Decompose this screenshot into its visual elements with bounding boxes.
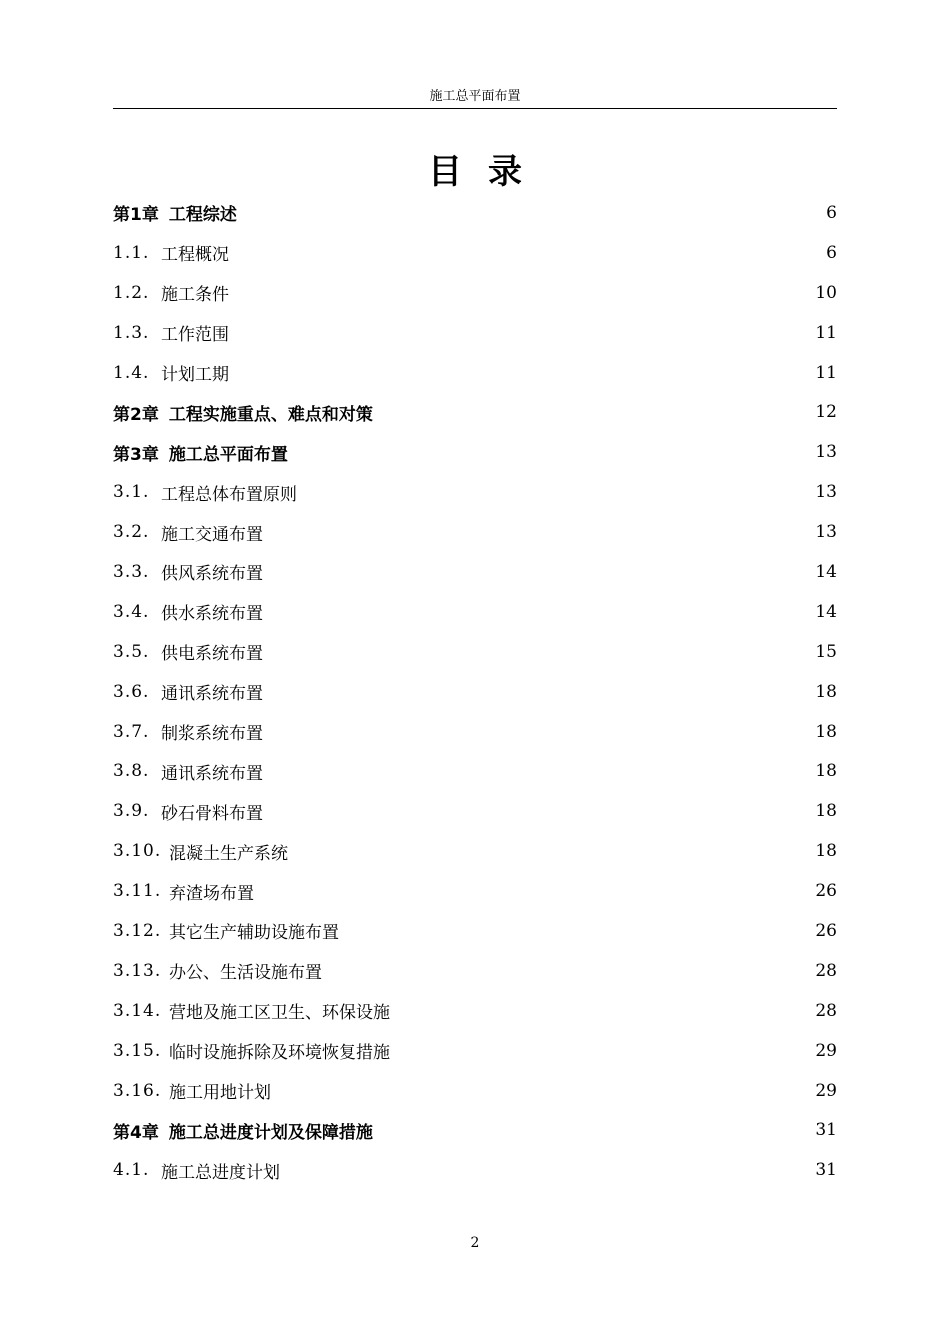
toc-entry-number: 1.4.	[113, 362, 150, 383]
toc-section-entry[interactable]	[113, 831, 837, 871]
toc-entry-text	[113, 1038, 390, 1063]
toc-section-entry[interactable]	[113, 791, 837, 831]
toc-entry-page: 13	[815, 482, 837, 503]
toc-entry-text	[113, 360, 229, 385]
toc-entry-number: 第3章	[113, 444, 159, 465]
toc-entry-page: 10	[815, 282, 837, 303]
toc-entry-number: 1.2.	[113, 282, 150, 303]
toc-entry-page: 29	[815, 1080, 837, 1101]
toc-entry-text	[113, 520, 263, 545]
toc-entry-text	[113, 200, 237, 225]
toc-entry-label: 工程总体布置原则	[161, 484, 297, 505]
toc-entry-label: 工程综述	[168, 205, 237, 226]
toc-entry-page: 14	[815, 601, 837, 622]
toc-entry-page: 6	[826, 242, 837, 263]
toc-entry-text	[113, 719, 263, 744]
toc-section-entry[interactable]	[113, 991, 837, 1031]
toc-entry-number: 1.3.	[113, 322, 150, 343]
toc-entry-page: 26	[815, 920, 837, 941]
toc-entry-page: 6	[826, 202, 837, 223]
toc-entry-number: 3.10.	[113, 841, 162, 862]
toc-section-entry[interactable]	[113, 472, 837, 512]
toc-entry-label: 工程实施重点、难点和对策	[168, 404, 373, 425]
toc-entry-number: 3.11.	[113, 881, 162, 902]
toc-entry-text	[113, 599, 263, 624]
toc-entry-label: 砂石骨料布置	[161, 803, 263, 824]
toc-entry-text	[113, 918, 339, 943]
toc-entry-text	[113, 799, 263, 824]
toc-section-entry[interactable]	[113, 632, 837, 672]
toc-entry-text	[113, 998, 390, 1023]
toc-entry-number: 3.4.	[113, 601, 150, 622]
toc-entry-page: 12	[815, 402, 837, 423]
toc-entry-label: 通讯系统布置	[161, 684, 263, 705]
toc-entry-label: 施工用地计划	[169, 1083, 271, 1104]
toc-entry-number: 3.8.	[113, 761, 150, 782]
toc-entry-number: 1.1.	[113, 242, 150, 263]
toc-entry-page: 15	[815, 641, 837, 662]
toc-entry-number: 3.13.	[113, 960, 162, 981]
toc-entry-number: 第4章	[113, 1122, 159, 1143]
toc-entry-number: 3.5.	[113, 641, 150, 662]
toc-entry-text	[113, 839, 288, 864]
toc-entry-number: 3.12.	[113, 920, 162, 941]
toc-entry-text	[113, 679, 263, 704]
toc-section-entry[interactable]	[113, 353, 837, 393]
toc-entry-number: 第1章	[113, 205, 159, 226]
toc-entry-label: 弃渣场布置	[169, 883, 254, 904]
running-header	[113, 88, 837, 109]
toc-entry-text	[113, 280, 229, 305]
toc-title: 目录	[428, 152, 548, 192]
toc-entry-page: 31	[815, 1160, 837, 1181]
toc-entry-text	[113, 958, 322, 983]
toc-entry-text	[113, 1118, 373, 1143]
toc-entry-page: 11	[815, 322, 837, 343]
toc-section-entry[interactable]	[113, 233, 837, 273]
toc-section-entry[interactable]	[113, 951, 837, 991]
toc-entry-text	[113, 320, 229, 345]
toc-section-entry[interactable]	[113, 712, 837, 752]
toc-section-entry[interactable]	[113, 552, 837, 592]
toc-section-entry[interactable]	[113, 512, 837, 552]
toc-entry-page: 18	[815, 721, 837, 742]
toc-entry-label: 营地及施工区卫生、环保设施	[169, 1003, 390, 1024]
toc-section-entry[interactable]	[113, 672, 837, 712]
toc-entry-number: 3.2.	[113, 522, 150, 543]
toc-entry-text	[113, 759, 263, 784]
toc-entry-label: 施工总进度计划及保障措施	[168, 1122, 373, 1143]
toc-entry-number: 第2章	[113, 404, 159, 425]
toc-section-entry[interactable]	[113, 592, 837, 632]
page-number: 2	[470, 1235, 480, 1251]
toc-entry-page: 28	[815, 1000, 837, 1021]
toc-entry-number: 3.15.	[113, 1040, 162, 1061]
toc-entry-page: 11	[815, 362, 837, 383]
toc-entry-label: 施工总进度计划	[161, 1162, 280, 1183]
toc-section-entry[interactable]	[113, 1031, 837, 1071]
toc-entry-page: 14	[815, 561, 837, 582]
toc-section-entry[interactable]	[113, 751, 837, 791]
toc-section-entry[interactable]	[113, 273, 837, 313]
toc-entry-text	[113, 559, 263, 584]
toc-entry-page: 18	[815, 681, 837, 702]
toc-entry-label: 供风系统布置	[161, 564, 263, 585]
toc-entry-label: 施工总平面布置	[168, 444, 288, 465]
toc-entry-label: 临时设施拆除及环境恢复措施	[169, 1043, 390, 1064]
toc-entry-page: 28	[815, 960, 837, 981]
toc-chapter-entry[interactable]	[113, 432, 837, 472]
toc-chapter-entry[interactable]	[113, 1110, 837, 1150]
toc-entry-number: 3.9.	[113, 801, 150, 822]
toc-entry-page: 13	[815, 522, 837, 543]
toc-entry-label: 办公、生活设施布置	[169, 963, 322, 984]
toc-section-entry[interactable]	[113, 1150, 837, 1190]
toc-entry-text	[113, 879, 254, 904]
toc-entry-text	[113, 440, 288, 465]
toc-entry-number: 3.7.	[113, 721, 150, 742]
toc-entry-label: 施工条件	[161, 285, 229, 306]
toc-entry-page: 13	[815, 442, 837, 463]
toc-entry-number: 3.16.	[113, 1080, 162, 1101]
toc-chapter-entry[interactable]	[113, 193, 837, 233]
running-header-title: 施工总平面布置	[429, 89, 521, 104]
toc-entry-label: 制浆系统布置	[161, 724, 263, 745]
toc-entry-text	[113, 639, 263, 664]
toc-entry-number: 3.3.	[113, 561, 150, 582]
toc-section-entry[interactable]	[113, 871, 837, 911]
toc-entry-label: 混凝土生产系统	[169, 843, 288, 864]
toc-chapter-entry[interactable]	[113, 392, 837, 432]
toc-entry-label: 其它生产辅助设施布置	[169, 923, 339, 944]
toc-entry-page: 29	[815, 1040, 837, 1061]
toc-entry-page: 31	[815, 1120, 837, 1141]
toc-entry-text	[113, 1078, 271, 1103]
toc-entry-page: 18	[815, 841, 837, 862]
toc-entry-page: 18	[815, 761, 837, 782]
toc-section-entry[interactable]	[113, 911, 837, 951]
toc-section-entry[interactable]	[113, 313, 837, 353]
toc-section-entry[interactable]	[113, 1071, 837, 1111]
toc-entry-label: 施工交通布置	[161, 524, 263, 545]
toc-entry-text	[113, 480, 297, 505]
toc-entry-label: 计划工期	[161, 365, 229, 385]
toc-entry-number: 3.6.	[113, 681, 150, 702]
toc-entry-label: 工作范围	[161, 325, 229, 346]
toc-entry-text	[113, 240, 229, 265]
toc-entry-number: 3.14.	[113, 1000, 162, 1021]
toc-entry-label: 通讯系统布置	[161, 763, 263, 784]
toc-entry-text	[113, 1158, 280, 1183]
toc-entry-label: 工程概况	[161, 245, 229, 266]
toc-entry-number: 3.1.	[113, 482, 150, 503]
table-of-contents	[113, 193, 837, 1190]
toc-entry-page: 26	[815, 881, 837, 902]
toc-entry-number: 4.1.	[113, 1160, 150, 1181]
toc-entry-text	[113, 400, 373, 425]
toc-entry-label: 供电系统布置	[161, 644, 263, 665]
toc-entry-page: 18	[815, 801, 837, 822]
toc-entry-label: 供水系统布置	[161, 604, 263, 625]
